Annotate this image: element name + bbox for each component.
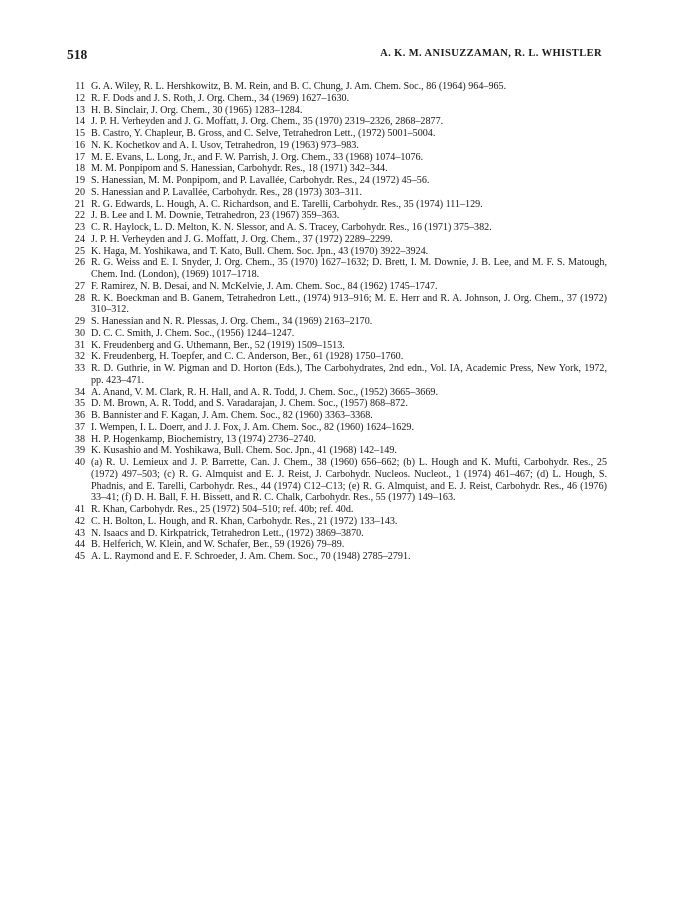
reference-item: [67, 234, 607, 246]
reference-number: 36: [74, 410, 85, 421]
reference-number: 43: [74, 527, 85, 539]
reference-list: [67, 81, 607, 563]
reference-number: 12: [74, 92, 85, 104]
reference-item: [67, 363, 607, 387]
reference-text: D. C. C. Smith, J. Chem. Soc., (1956) 1244–1247.: [91, 327, 295, 339]
reference-item: [67, 539, 607, 551]
reference-text: K. Haga, M. Yoshikawa, and T. Kato, Bull. Chem. Soc. Jpn., 43 (1970) 3922–3924.: [91, 245, 429, 257]
reference-number: 25: [74, 245, 85, 257]
reference-number: 20: [74, 186, 85, 198]
reference-text: M. E. Evans, L. Long, Jr., and F. W. Parrish, J. Org. Chem., 33 (1968) 1074–1076.: [91, 151, 424, 163]
reference-item: [67, 340, 607, 352]
reference-item: [67, 116, 607, 128]
reference-number: 27: [74, 280, 85, 292]
reference-number: 30: [74, 327, 85, 339]
reference-text: R. G. Weiss and E. I. Snyder, J. Org. Chem., 35 (1970) 1627–1632; D. Brett, I. M. Downie, J. B. Lee, and M. F. S. Matough, Chem. Ind. (London), (1969) 1017–1718.: [91, 257, 607, 280]
reference-number: 41: [74, 504, 85, 515]
reference-item: [67, 528, 607, 540]
reference-text: (a) R. U. Lemieux and J. P. Barrette, Can. J. Chem., 38 (1960) 656–662; (b) L. Hough and K. Mufti, Carbohydr. Res., 25 (1972) 497–503; (c) R. G. Almquist and E. J. Reist, J. Carbohydr. Nucleos. Nucleot., 1 (1974) 461–467; (d) L. Hough, S. Phadnis, and E. Tarelli, Carbohydr. Res., 44 (1974) C12–C13; (e) R. G. Almquist, and E. J. Reist, Carbohydr. Res., 46 (1976) 33–41; (f) D. H. Ball, F. H. Bissett, and R. C. Chalk, Carbohydr. Res., 55 (1977) 149–163.: [91, 457, 607, 504]
reference-text: J. B. Lee and I. M. Downie, Tetrahedron, 23 (1967) 359–363.: [91, 210, 340, 222]
reference-number: 38: [74, 433, 85, 445]
reference-item: [67, 187, 607, 199]
reference-number: 13: [74, 104, 85, 116]
reference-item: [67, 246, 607, 258]
reference-text: C. R. Haylock, L. D. Melton, K. N. Slessor, and A. S. Tracey, Carbohydr. Res., 16 (1971) 375–382.: [91, 222, 492, 233]
reference-number: 39: [74, 445, 85, 457]
page-number: 518: [67, 47, 88, 62]
reference-item: [67, 210, 607, 222]
reference-text: K. Freudenberg, H. Toepfer, and C. C. Anderson, Ber., 61 (1928) 1750–1760.: [91, 351, 404, 363]
reference-item: [67, 398, 607, 410]
reference-text: F. Ramirez, N. B. Desai, and N. McKelvie, J. Am. Chem. Soc., 84 (1962) 1745–1747.: [91, 280, 438, 292]
reference-number: 32: [74, 351, 85, 363]
reference-item: [67, 163, 607, 175]
reference-text: C. H. Bolton, L. Hough, and R. Khan, Carbohydr. Res., 21 (1972) 133–143.: [91, 515, 398, 527]
reference-item: [67, 140, 607, 152]
reference-number: 24: [74, 233, 85, 245]
reference-number: 35: [74, 398, 85, 410]
reference-text: B. Bannister and F. Kagan, J. Am. Chem. Soc., 82 (1960) 3363–3368.: [91, 410, 373, 421]
reference-item: [67, 257, 607, 281]
reference-number: 11: [75, 81, 85, 92]
reference-text: R. F. Dods and J. S. Roth, J. Org. Chem., 34 (1969) 1627–1630.: [91, 92, 350, 104]
reference-item: [67, 222, 607, 234]
reference-text: K. Freudenberg and G. Uthemann, Ber., 52 (1919) 1509–1513.: [91, 339, 345, 351]
reference-item: [67, 328, 607, 340]
reference-item: [67, 93, 607, 105]
reference-number: 29: [74, 316, 85, 327]
reference-number: 23: [74, 222, 85, 233]
reference-number: 17: [74, 151, 85, 163]
reference-item: [67, 504, 607, 516]
reference-number: 34: [74, 386, 85, 398]
reference-number: 42: [74, 515, 85, 527]
reference-number: 19: [74, 175, 85, 186]
reference-text: A. Anand, V. M. Clark, R. H. Hall, and A. R. Todd, J. Chem. Soc., (1952) 3665–3669.: [91, 386, 438, 398]
reference-item: [67, 387, 607, 399]
reference-number: 28: [74, 292, 85, 304]
reference-text: N. Isaacs and D. Kirkpatrick, Tetrahedron Lett., (1972) 3869–3870.: [91, 527, 364, 539]
reference-item: [67, 105, 607, 117]
reference-item: [67, 551, 607, 563]
reference-text: H. B. Sinclair, J. Org. Chem., 30 (1965) 1283–1284.: [91, 104, 303, 116]
reference-item: [67, 152, 607, 164]
reference-item: [67, 516, 607, 528]
reference-text: R. G. Edwards, L. Hough, A. C. Richardson, and E. Tarelli, Carbohydr. Res., 35 (1974) 111–129.: [91, 198, 483, 210]
reference-number: 44: [74, 539, 85, 551]
reference-item: [67, 199, 607, 211]
reference-number: 31: [74, 339, 85, 351]
reference-number: 26: [74, 257, 85, 269]
reference-number: 16: [74, 139, 85, 151]
reference-text: G. A. Wiley, R. L. Hershkowitz, B. M. Rein, and B. C. Chung, J. Am. Chem. Soc., 86 (1964) 964–965.: [91, 81, 507, 92]
reference-text: S. Hanessian and N. R. Plessas, J. Org. Chem., 34 (1969) 2163–2170.: [91, 316, 373, 327]
reference-item: [67, 128, 607, 140]
reference-text: M. M. Ponpipom and S. Hanessian, Carbohydr. Res., 18 (1971) 342–344.: [91, 163, 388, 175]
reference-number: 21: [74, 198, 85, 210]
reference-text: S. Hanessian and P. Lavallée, Carbohydr. Res., 28 (1973) 303–311.: [91, 186, 362, 198]
reference-number: 22: [74, 210, 85, 222]
reference-text: R. Khan, Carbohydr. Res., 25 (1972) 504–510; ref. 40b; ref. 40d.: [91, 504, 354, 515]
reference-number: 45: [74, 551, 85, 562]
reference-text: J. P. H. Verheyden and J. G. Moffatt, J. Org. Chem., 35 (1970) 2319–2326, 2868–2877.: [91, 116, 444, 128]
reference-text: S. Hanessian, M. M. Ponpipom, and P. Lavallée, Carbohydr. Res., 24 (1972) 45–56.: [91, 175, 430, 186]
page-header: [67, 47, 602, 67]
reference-item: [67, 457, 607, 504]
reference-item: [67, 434, 607, 446]
reference-text: R. K. Boeckman and B. Ganem, Tetrahedron Lett., (1974) 913–916; M. E. Herr and R. A. Johnson, J. Org. Chem., 37 (1972) 310–312.: [91, 292, 607, 316]
running-head: A. K. M. ANISUZZAMAN, R. L. WHISTLER: [380, 48, 602, 59]
reference-number: 37: [74, 421, 85, 433]
reference-number: 18: [74, 163, 85, 175]
reference-number: 15: [74, 128, 85, 139]
reference-text: D. M. Brown, A. R. Todd, and S. Varadarajan, J. Chem. Soc., (1957) 868–872.: [91, 398, 408, 410]
reference-item: [67, 81, 607, 93]
reference-item: [67, 175, 607, 187]
reference-text: A. L. Raymond and E. F. Schroeder, J. Am. Chem. Soc., 70 (1948) 2785–2791.: [91, 551, 411, 562]
reference-item: [67, 316, 607, 328]
reference-number: 14: [74, 116, 85, 128]
reference-number: 33: [74, 363, 85, 374]
reference-number: 40: [74, 457, 85, 468]
reference-text: R. D. Guthrie, in W. Pigman and D. Horton (Eds.), The Carbohydrates, 2nd edn., Vol. IA, Academic Press, New York, 1972, pp. 423–471.: [91, 363, 607, 386]
reference-text: N. K. Kochetkov and A. I. Usov, Tetrahedron, 19 (1963) 973–983.: [91, 139, 359, 151]
reference-text: J. P. H. Verheyden and J. G. Moffatt, J. Org. Chem., 37 (1972) 2289–2299.: [91, 233, 393, 245]
reference-item: [67, 351, 607, 363]
reference-text: K. Kusashio and M. Yoshikawa, Bull. Chem. Soc. Jpn., 41 (1968) 142–149.: [91, 445, 397, 457]
reference-item: [67, 445, 607, 457]
reference-text: H. P. Hogenkamp, Biochemistry, 13 (1974) 2736–2740.: [91, 433, 317, 445]
reference-text: B. Castro, Y. Chapleur, B. Gross, and C. Selve, Tetrahedron Lett., (1972) 5001–5004.: [91, 128, 436, 139]
reference-item: [67, 281, 607, 293]
reference-text: B. Helferich, W. Klein, and W. Schafer, Ber., 59 (1926) 79–89.: [91, 539, 345, 551]
reference-item: [67, 293, 607, 317]
reference-text: I. Wempen, I. L. Doerr, and J. J. Fox, J. Am. Chem. Soc., 82 (1960) 1624–1629.: [91, 421, 414, 433]
reference-item: [67, 422, 607, 434]
reference-item: [67, 410, 607, 422]
